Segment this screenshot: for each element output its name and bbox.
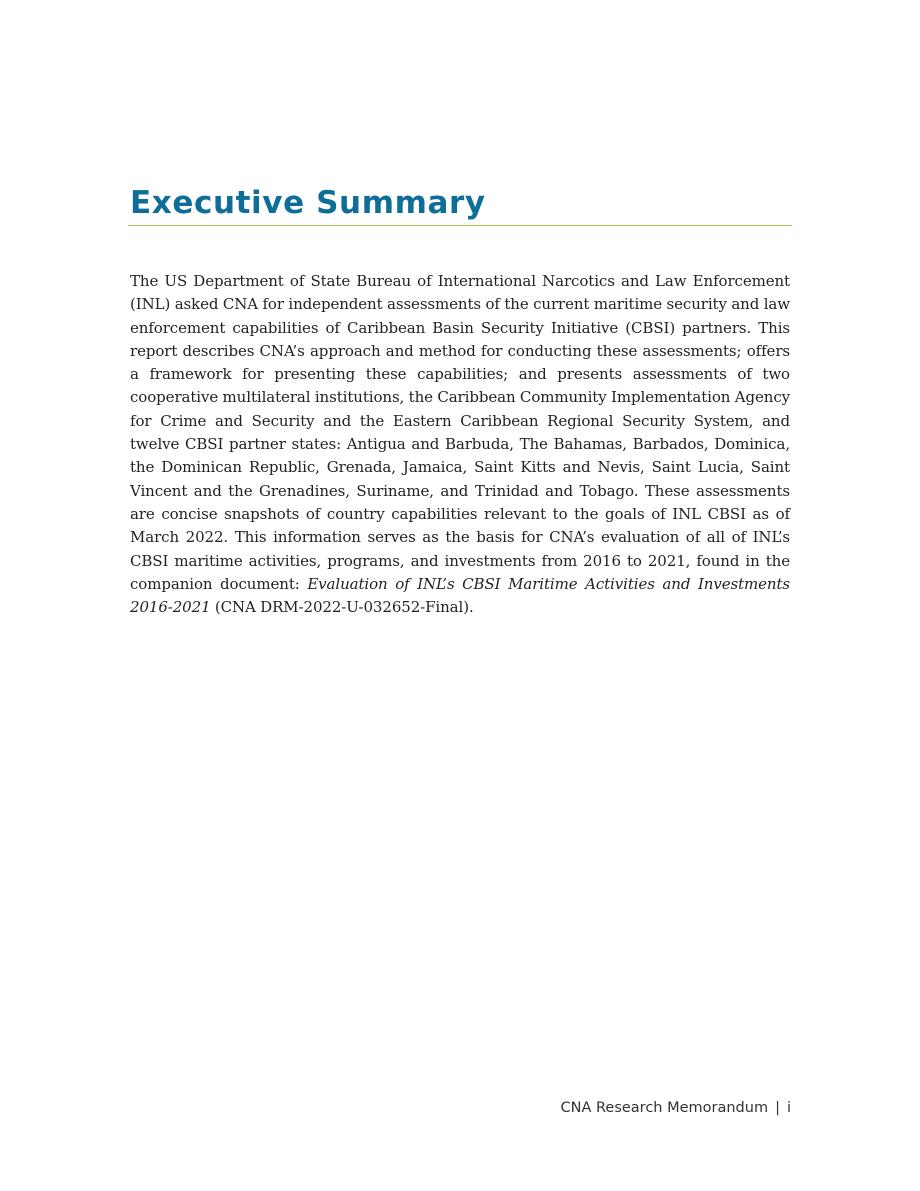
footer-separator: | (775, 1100, 780, 1116)
title-underline (128, 225, 792, 226)
executive-summary-paragraph (130, 270, 790, 619)
footer-page-number: i (786, 1100, 791, 1116)
page-title: Executive Summary (130, 185, 486, 221)
paragraph-lead: The US Department of State Bureau of International Narcotics and Law Enforcement (INL) asked CNA for independent assessments of the current maritime security and law enforcement capabilities of Caribbean Basin Security Initiative (CBSI) partners. This report describes CNA’s approach and method for conducting these assessments; offers a framework for presenting these capabilities; and presents assessments of two cooperative multilateral institutions, the Caribbean Community Implementation Agency for Crime and Security and the Eastern Caribbean Regional Security System, and twelve CBSI partner states: Antigua and Barbuda, The Bahamas, Barbados, Dominica, the Dominican Republic, Grenada, Jamaica, Saint Kitts and Nevis, Saint Lucia, Saint Vincent and the Grenadines, Suriname, and Trinidad and Tobago. These assessments are concise snapshots of country capabilities relevant to the goals of INL CBSI as of March 2022. This information serves as the basis for CNA’s evaluation of all of INL’s CBSI maritime activities, programs, and investments from 2016 to 2021, found in the companion document: (130, 272, 790, 593)
companion-document-title: Evaluation of INL’s CBSI Maritime Activities and Investments 2016-2021 (130, 574, 790, 617)
footer-publication: CNA Research Memorandum (560, 1100, 769, 1116)
page-footer (560, 1098, 791, 1118)
paragraph-tail: (CNA DRM-2022-U-032652-Final). (210, 598, 474, 617)
